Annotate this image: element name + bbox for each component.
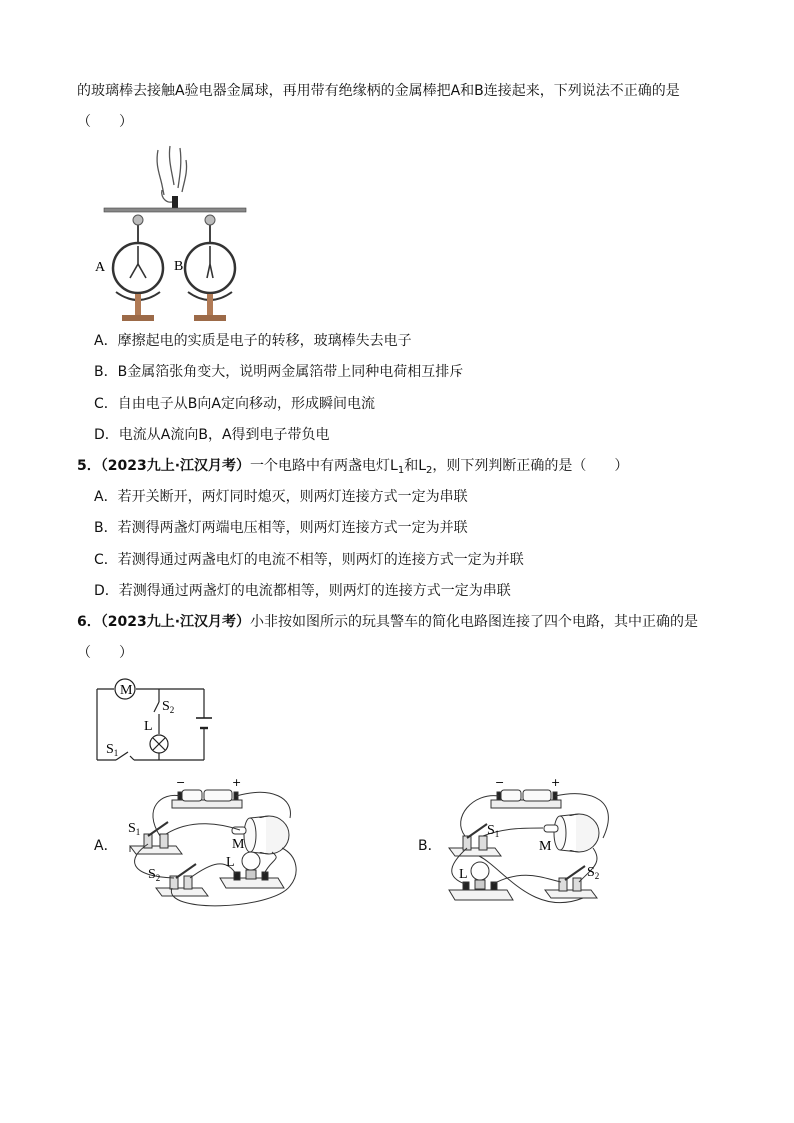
q5-option-a: A．若开关断开，两灯同时熄灭，则两灯连接方式一定为串联 — [94, 489, 468, 505]
q4-option-b: B．B金属箔张角变大，说明两金属箔带上同种电荷相互排斥 — [94, 364, 464, 380]
label-b: B — [174, 259, 184, 274]
q4-option-a: A．摩擦起电的实质是电子的转移，玻璃棒失去电子 — [94, 333, 412, 349]
q5-option-c: C．若测得通过两盏电灯的电流不相等，则两灯的连接方式一定为并联 — [94, 552, 524, 568]
electroscope-figure — [90, 140, 260, 325]
q4-option-c: C．自由电子从B向A定向移动，形成瞬间电流 — [94, 396, 375, 412]
motor-label-b: M — [539, 839, 552, 854]
s2-label-b: $S_2$ — [587, 865, 600, 881]
q6-choice-a-label: A． — [94, 838, 118, 854]
q6-choice-b-label: B． — [418, 838, 442, 854]
q4-option-d: D．电流从A流向B，A得到电子带负电 — [94, 427, 330, 443]
wiring-diagram-b — [443, 778, 629, 913]
s2-label: $S_2$ — [162, 699, 175, 715]
s1-label: $S_1$ — [106, 742, 119, 758]
lamp-label: L — [144, 719, 153, 734]
q6-source: （2023九上·江汉月考） — [100, 614, 251, 630]
q5-option-b: B．若测得两盏灯两端电压相等，则两灯连接方式一定为并联 — [94, 520, 468, 536]
q5-number: 5． — [77, 458, 101, 474]
plus-label-b: + — [551, 778, 561, 789]
minus-label-a: − — [176, 778, 186, 789]
s1-label-a: $S_1$ — [128, 821, 141, 837]
lamp-label-b: L — [459, 867, 468, 882]
q4-answer-paren: （ ） — [77, 114, 133, 130]
q6-stem: 6．（2023九上·江汉月考）小非按如图所示的玩具警车的简化电路图连接了四个电路，其中正确的是 — [77, 614, 699, 630]
motor-label-a: M — [232, 837, 245, 852]
s1-label-b: $S_1$ — [487, 823, 500, 839]
q6-number: 6． — [77, 614, 101, 630]
q5-option-d: D．若测得通过两盏灯的电流都相等，则两灯的连接方式一定为串联 — [94, 583, 511, 599]
wiring-diagram-a — [122, 778, 308, 913]
q4-stem: 的玻璃棒去接触A验电器金属球，再用带有绝缘柄的金属棒把A和B连接起来，下列说法不正确的是 — [77, 83, 680, 99]
q5-stem: 5．（2023九上·江汉月考）一个电路中有两盏电灯$L_1$和$L_2$，则下列判断正确的是（ ） — [77, 458, 629, 476]
circuit-schematic — [94, 676, 214, 766]
s2-label-a: $S_2$ — [148, 867, 161, 883]
q6-answer-paren: （ ） — [77, 645, 133, 661]
plus-label-a: + — [232, 778, 242, 789]
q5-source: （2023九上·江汉月考） — [100, 458, 251, 474]
label-a: A — [95, 260, 106, 275]
lamp-label-a: L — [226, 855, 235, 870]
motor-label: M — [120, 683, 133, 698]
minus-label-b: − — [495, 778, 505, 789]
